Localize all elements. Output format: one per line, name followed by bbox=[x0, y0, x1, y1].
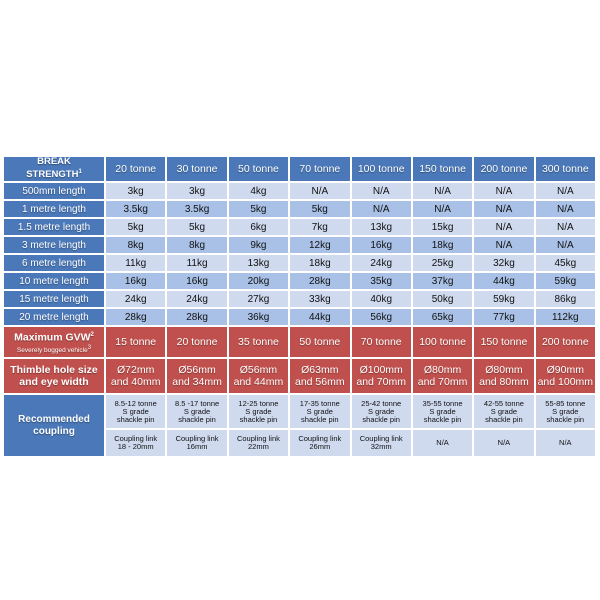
break-strength-header bbox=[4, 157, 104, 181]
shackle-cell bbox=[106, 395, 165, 428]
weight-cell: 28kg bbox=[167, 309, 226, 325]
weight-cell: 35kg bbox=[352, 273, 411, 289]
thimble-cell bbox=[352, 359, 411, 393]
weight-cell: 16kg bbox=[352, 237, 411, 253]
weight-cell: 12kg bbox=[290, 237, 349, 253]
weight-cell: 45kg bbox=[536, 255, 595, 271]
shackle-grade: S grade bbox=[183, 406, 211, 416]
thimble-hole: Ø80mm bbox=[423, 364, 462, 376]
weight-cell: 27kg bbox=[229, 291, 288, 307]
weight-cell: N/A bbox=[413, 183, 472, 199]
gvw-cell: 15 tonne bbox=[106, 327, 165, 357]
thimble-cell bbox=[474, 359, 533, 393]
shackle-type: shackle pin bbox=[362, 414, 400, 424]
link-type: Coupling link bbox=[175, 434, 219, 443]
link-type: Coupling link bbox=[359, 434, 403, 443]
weight-cell: 16kg bbox=[106, 273, 165, 289]
weight-cell: N/A bbox=[290, 183, 349, 199]
link-cell bbox=[352, 430, 411, 456]
strap-spec-table bbox=[2, 155, 597, 458]
weight-cell: 24kg bbox=[106, 291, 165, 307]
shackle-cell bbox=[290, 395, 349, 428]
weight-cell: 37kg bbox=[413, 273, 472, 289]
weight-cell: 3kg bbox=[106, 183, 165, 199]
weight-cell: 8kg bbox=[167, 237, 226, 253]
weight-cell: 24kg bbox=[167, 291, 226, 307]
column-header-300-tonne: 300 tonne bbox=[536, 157, 595, 181]
thimble-cell bbox=[229, 359, 288, 393]
link-type: Coupling link bbox=[114, 434, 158, 443]
thimble-eye: and 34mm bbox=[172, 376, 222, 388]
gvw-cell: 70 tonne bbox=[352, 327, 411, 357]
column-header-70-tonne: 70 tonne bbox=[290, 157, 349, 181]
column-header-20-tonne: 20 tonne bbox=[106, 157, 165, 181]
thimble-cell bbox=[536, 359, 595, 393]
shackle-rating: 35-55 tonne bbox=[422, 398, 463, 408]
weight-cell: 13kg bbox=[352, 219, 411, 235]
shackle-grade: S grade bbox=[306, 406, 333, 416]
length-label: 1 metre length bbox=[4, 201, 104, 217]
weight-cell: 44kg bbox=[474, 273, 533, 289]
link-type: Coupling link bbox=[236, 434, 280, 443]
shackle-cell bbox=[352, 395, 411, 428]
weight-cell: 4kg bbox=[229, 183, 288, 199]
shackle-grade: S grade bbox=[552, 406, 579, 416]
gvw-cell: 100 tonne bbox=[413, 327, 472, 357]
shackle-rating: 8.5-12 tonne bbox=[114, 398, 157, 408]
weight-cell: N/A bbox=[474, 201, 533, 217]
recommended-coupling-label bbox=[4, 395, 104, 456]
weight-cell: 77kg bbox=[474, 309, 533, 325]
thimble-eye: and 40mm bbox=[110, 376, 161, 388]
weight-cell: 3.5kg bbox=[167, 201, 226, 217]
weight-cell: N/A bbox=[474, 219, 533, 235]
weight-cell: 5kg bbox=[290, 201, 349, 217]
length-label: 3 metre length bbox=[4, 237, 104, 253]
link-cell bbox=[229, 430, 288, 456]
weight-cell: 28kg bbox=[290, 273, 349, 289]
thimble-row bbox=[4, 359, 595, 393]
weight-cell: N/A bbox=[536, 219, 595, 235]
thimble-hole: Ø80mm bbox=[485, 364, 523, 376]
weight-row bbox=[4, 219, 595, 235]
link-type: N/A bbox=[497, 438, 511, 447]
gvw-cell: 35 tonne bbox=[229, 327, 288, 357]
link-type: N/A bbox=[436, 438, 449, 447]
shackle-rating: 42-55 tonne bbox=[483, 398, 524, 408]
gvw-row bbox=[4, 327, 595, 357]
shackle-type: shackle pin bbox=[301, 414, 339, 424]
column-header-100-tonne: 100 tonne bbox=[352, 157, 411, 181]
weight-cell: 8kg bbox=[106, 237, 165, 253]
weight-cell: 5kg bbox=[229, 201, 288, 217]
column-header-200-tonne: 200 tonne bbox=[474, 157, 533, 181]
weight-cell: N/A bbox=[536, 237, 595, 253]
link-type: Coupling link bbox=[298, 434, 342, 443]
header-row bbox=[4, 157, 595, 181]
shackle-rating: 8.5 -17 tonne bbox=[174, 398, 220, 408]
shackle-rating: 55-85 tonne bbox=[545, 398, 586, 408]
shackle-grade: S grade bbox=[490, 406, 518, 416]
coupling-shackle-row bbox=[4, 395, 595, 428]
link-cell bbox=[106, 430, 165, 456]
shackle-rating: 12-25 tonne bbox=[238, 398, 279, 408]
weight-cell: 59kg bbox=[474, 291, 533, 307]
thimble-hole: Ø90mm bbox=[546, 364, 584, 376]
link-size: 26mm bbox=[309, 442, 331, 451]
shackle-type: shackle pin bbox=[178, 414, 216, 424]
weight-cell: 3.5kg bbox=[106, 201, 165, 217]
shackle-type: shackle pin bbox=[239, 414, 278, 424]
thimble-eye: and 70mm bbox=[356, 376, 406, 388]
weight-cell: 50kg bbox=[413, 291, 472, 307]
weight-rows bbox=[4, 183, 595, 325]
shackle-cell bbox=[167, 395, 226, 428]
length-label: 500mm length bbox=[4, 183, 104, 199]
column-header-50-tonne: 50 tonne bbox=[229, 157, 288, 181]
weight-cell: 112kg bbox=[536, 309, 595, 325]
thimble-eye: and 70mm bbox=[417, 376, 468, 388]
weight-cell: 33kg bbox=[290, 291, 349, 307]
thimble-cell bbox=[413, 359, 472, 393]
weight-row bbox=[4, 255, 595, 271]
thimble-eye: and 100mm bbox=[537, 376, 594, 388]
shackle-cell bbox=[536, 395, 595, 428]
weight-cell: 13kg bbox=[229, 255, 288, 271]
thimble-label bbox=[4, 359, 104, 393]
gvw-label-text: Maximum GVW bbox=[14, 331, 91, 344]
weight-row bbox=[4, 291, 595, 307]
shackle-grade: S grade bbox=[368, 406, 395, 416]
weight-cell: N/A bbox=[536, 183, 595, 199]
weight-cell: 18kg bbox=[413, 237, 472, 253]
coupling-label-line2: coupling bbox=[33, 425, 75, 437]
break-strength-line1: BREAK bbox=[37, 157, 71, 168]
gvw-cell: 20 tonne bbox=[167, 327, 226, 357]
weight-cell: 5kg bbox=[167, 219, 226, 235]
break-strength-line2: STRENGTH bbox=[26, 169, 79, 181]
thimble-label-line2: and eye width bbox=[19, 376, 89, 388]
weight-cell: 24kg bbox=[352, 255, 411, 271]
shackle-cell bbox=[229, 395, 288, 428]
gvw-footnote: 2 bbox=[90, 332, 94, 339]
shackle-cell bbox=[413, 395, 472, 428]
thimble-eye: and 44mm bbox=[233, 376, 284, 388]
weight-row bbox=[4, 309, 595, 325]
weight-cell: 59kg bbox=[536, 273, 595, 289]
thimble-cell bbox=[167, 359, 226, 393]
link-cell bbox=[290, 430, 349, 456]
thimble-eye: and 80mm bbox=[479, 376, 529, 388]
gvw-sub-footnote: 3 bbox=[87, 344, 92, 351]
weight-cell: 7kg bbox=[290, 219, 349, 235]
shackle-rating: 17-35 tonne bbox=[299, 398, 340, 408]
thimble-hole: Ø100mm bbox=[359, 364, 403, 376]
weight-row bbox=[4, 183, 595, 199]
gvw-cell: 200 tonne bbox=[536, 327, 595, 357]
weight-cell: 11kg bbox=[167, 255, 226, 271]
thimble-hole: Ø63mm bbox=[301, 364, 339, 376]
weight-cell: 65kg bbox=[413, 309, 472, 325]
weight-cell: 11kg bbox=[106, 255, 165, 271]
weight-cell: 9kg bbox=[229, 237, 288, 253]
column-header-30-tonne: 30 tonne bbox=[167, 157, 226, 181]
weight-cell: 16kg bbox=[167, 273, 226, 289]
strap-spec-table-container bbox=[2, 155, 597, 458]
gvw-label bbox=[4, 327, 104, 357]
thimble-hole: Ø56mm bbox=[178, 364, 216, 376]
weight-cell: 40kg bbox=[352, 291, 411, 307]
weight-cell: N/A bbox=[536, 201, 595, 217]
weight-cell: 86kg bbox=[536, 291, 595, 307]
thimble-hole: Ø56mm bbox=[239, 364, 278, 376]
thimble-cell bbox=[290, 359, 349, 393]
link-cell bbox=[413, 430, 472, 456]
link-type: N/A bbox=[559, 438, 572, 447]
column-header-150-tonne: 150 tonne bbox=[413, 157, 472, 181]
weight-cell: 3kg bbox=[167, 183, 226, 199]
link-cell bbox=[536, 430, 595, 456]
weight-cell: 15kg bbox=[413, 219, 472, 235]
shackle-cell bbox=[474, 395, 533, 428]
length-label: 1.5 metre length bbox=[4, 219, 104, 235]
length-label: 10 metre length bbox=[4, 273, 104, 289]
coupling-label-line1: Recommended bbox=[18, 413, 90, 425]
thimble-cell bbox=[106, 359, 165, 393]
length-label: 6 metre length bbox=[4, 255, 104, 271]
shackle-grade: S grade bbox=[429, 406, 456, 416]
shackle-type: shackle pin bbox=[485, 414, 523, 424]
weight-cell: N/A bbox=[352, 183, 411, 199]
thimble-label-line1: Thimble hole size bbox=[10, 364, 98, 376]
weight-cell: N/A bbox=[474, 183, 533, 199]
gvw-sublabel-text: Severely bogged vehicle bbox=[16, 346, 88, 354]
link-cell bbox=[167, 430, 226, 456]
weight-row bbox=[4, 201, 595, 217]
thimble-eye: and 56mm bbox=[295, 376, 345, 388]
weight-cell: 36kg bbox=[229, 309, 288, 325]
weight-cell: N/A bbox=[352, 201, 411, 217]
weight-cell: 18kg bbox=[290, 255, 349, 271]
shackle-type: shackle pin bbox=[116, 414, 155, 424]
weight-cell: 44kg bbox=[290, 309, 349, 325]
thimble-hole: Ø72mm bbox=[117, 364, 155, 376]
gvw-cell: 150 tonne bbox=[474, 327, 533, 357]
weight-cell: 56kg bbox=[352, 309, 411, 325]
weight-cell: 28kg bbox=[106, 309, 165, 325]
weight-cell: 32kg bbox=[474, 255, 533, 271]
weight-row bbox=[4, 273, 595, 289]
length-label: 20 metre length bbox=[4, 309, 104, 325]
length-label: 15 metre length bbox=[4, 291, 104, 307]
break-strength-footnote: 1 bbox=[78, 169, 82, 176]
shackle-grade: S grade bbox=[245, 406, 272, 416]
shackle-rating: 25-42 tonne bbox=[361, 398, 402, 408]
link-cell bbox=[474, 430, 533, 456]
weight-cell: 6kg bbox=[229, 219, 288, 235]
shackle-type: shackle pin bbox=[546, 414, 585, 424]
weight-cell: 5kg bbox=[106, 219, 165, 235]
weight-row bbox=[4, 237, 595, 253]
gvw-cell: 50 tonne bbox=[290, 327, 349, 357]
link-size: 22mm bbox=[248, 442, 269, 451]
weight-cell: 20kg bbox=[229, 273, 288, 289]
weight-cell: 25kg bbox=[413, 255, 472, 271]
link-size: 18 - 20mm bbox=[117, 442, 154, 451]
weight-cell: N/A bbox=[474, 237, 533, 253]
shackle-grade: S grade bbox=[122, 406, 149, 416]
link-size: 16mm bbox=[186, 442, 208, 451]
weight-cell: N/A bbox=[413, 201, 472, 217]
shackle-type: shackle pin bbox=[423, 414, 462, 424]
link-size: 32mm bbox=[370, 442, 392, 451]
